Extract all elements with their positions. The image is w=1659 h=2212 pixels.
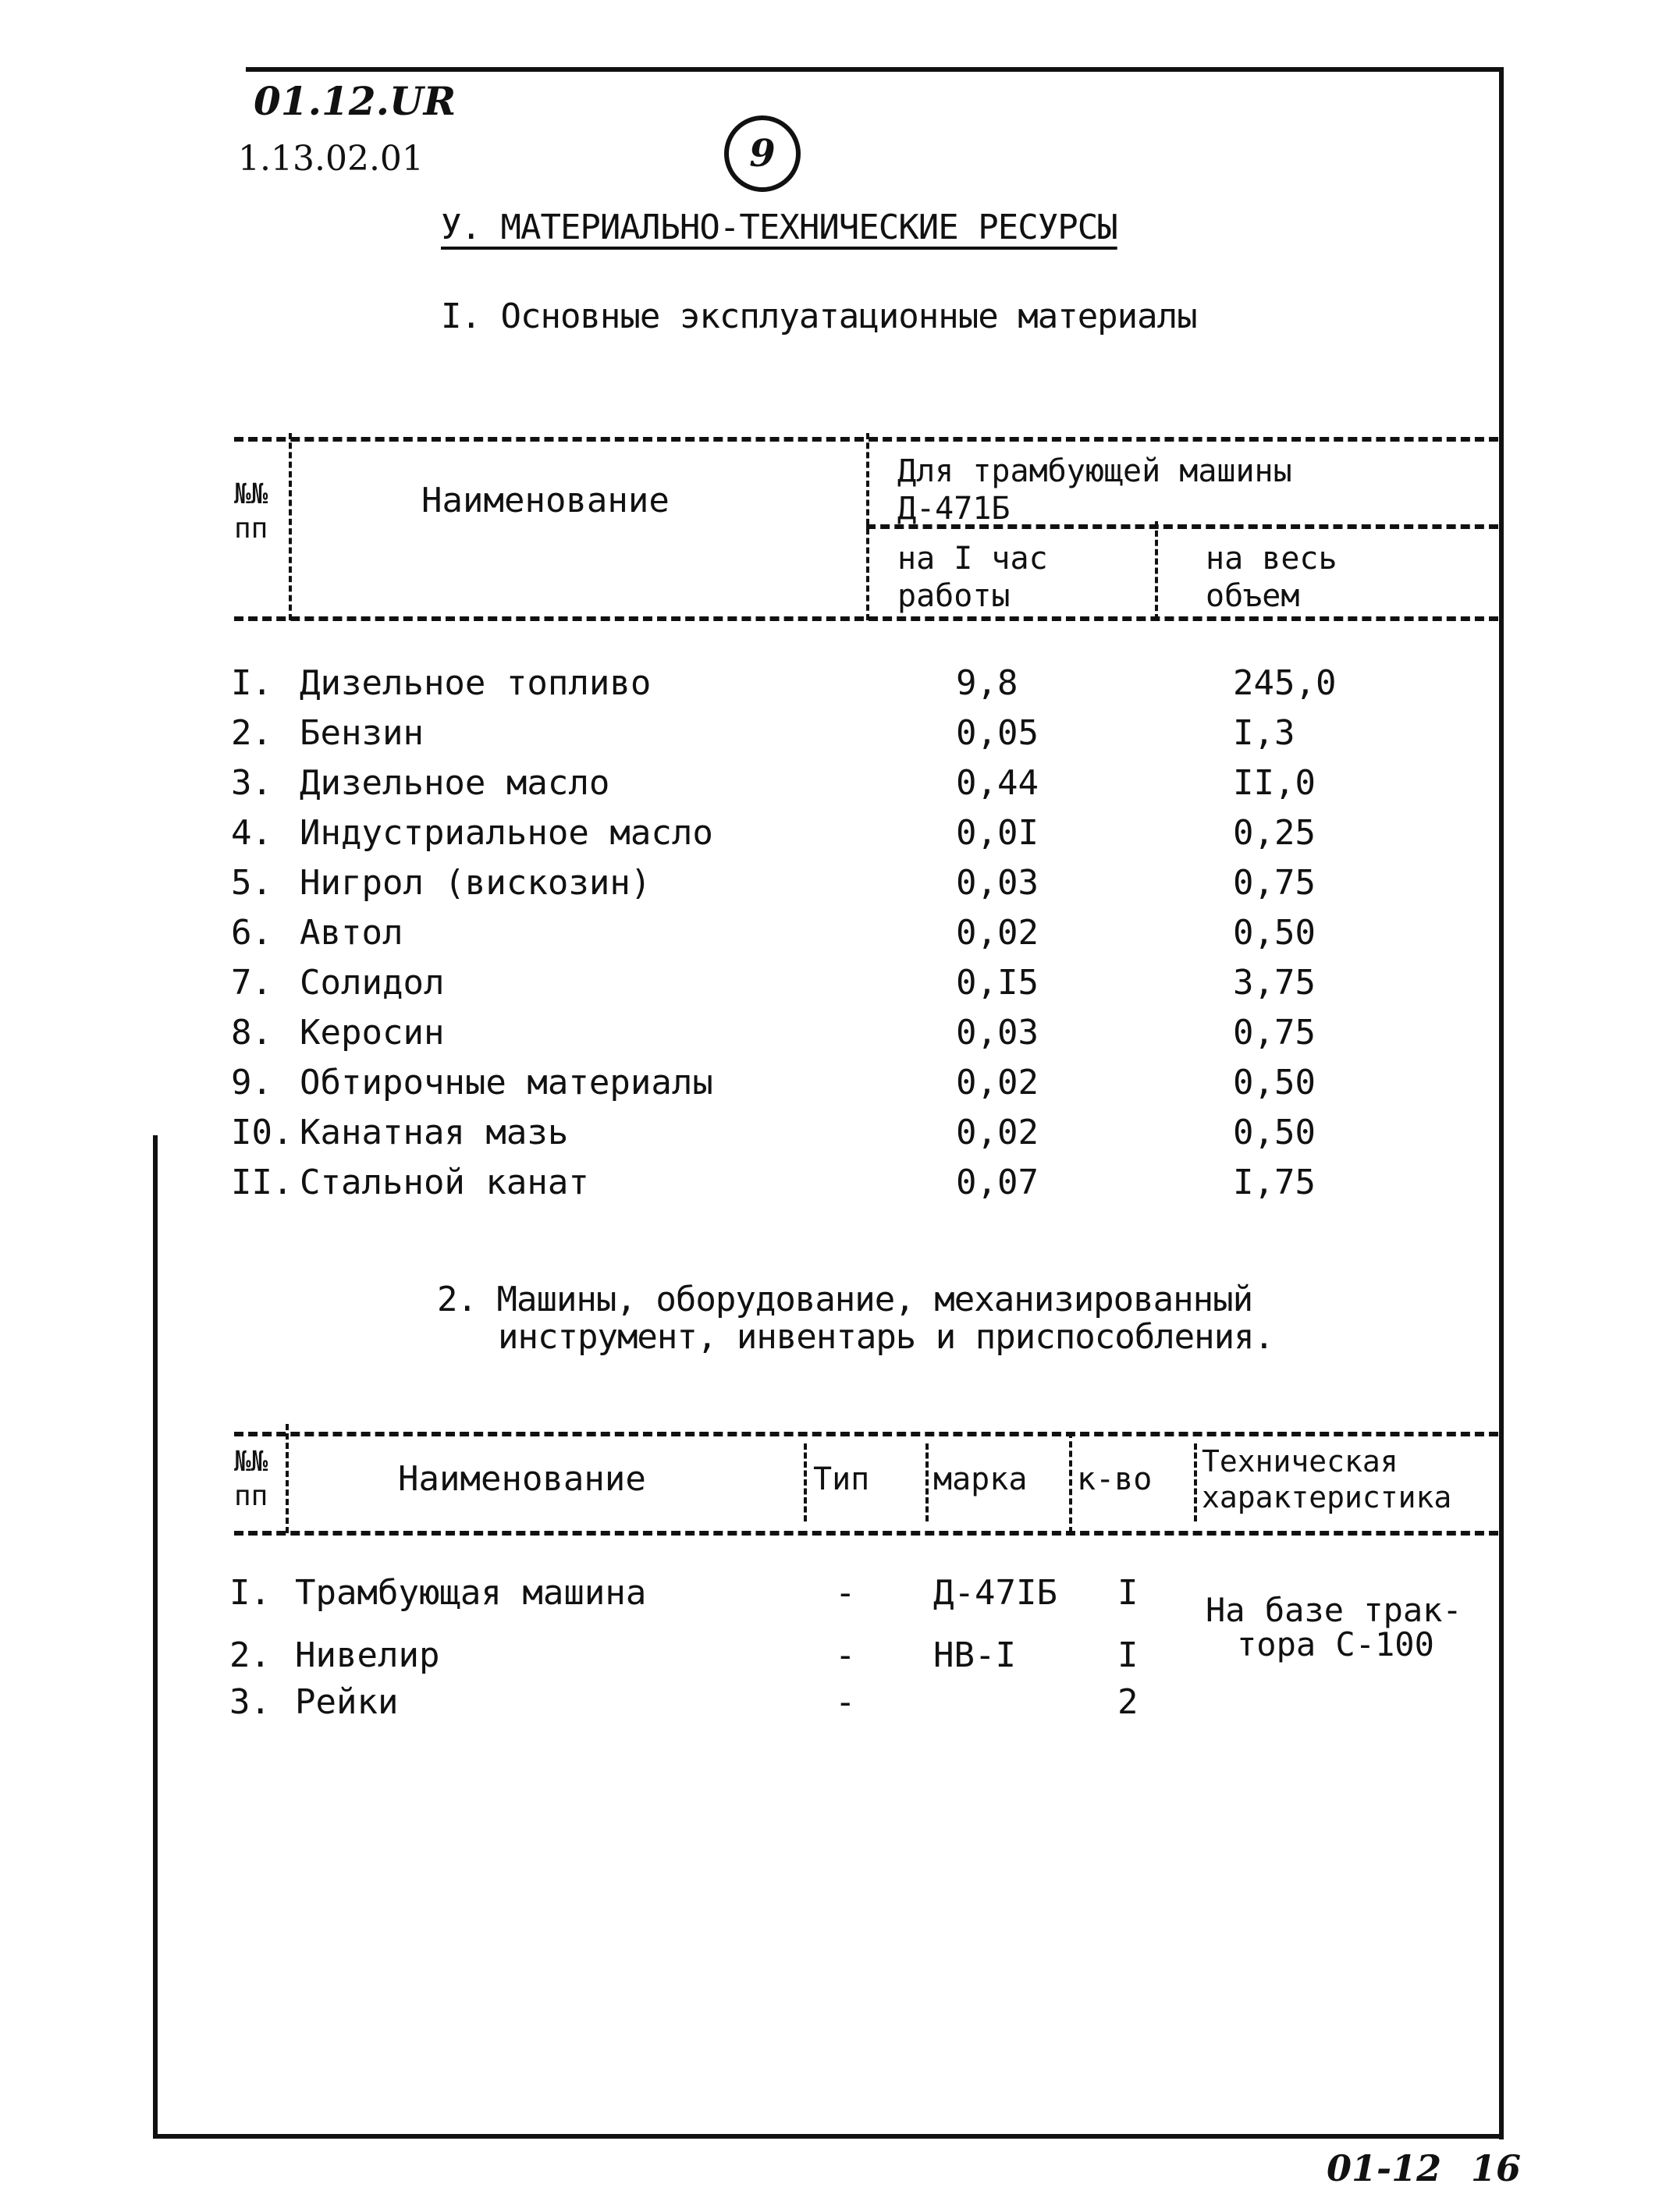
table2-sep-qty	[1194, 1443, 1197, 1521]
table1-cell-name: Керосин	[300, 1013, 445, 1053]
table1-cell-name: Автол	[300, 913, 403, 953]
table2-cell-no: I.	[229, 1573, 271, 1613]
table1-cell-hour: 0,02	[956, 1063, 1039, 1102]
frame-top-line	[246, 67, 1504, 72]
frame-bottom-line	[153, 2134, 1504, 2139]
table2-cell-name: Нивелир	[295, 1635, 440, 1675]
table1-cell-total: 245,0	[1233, 663, 1337, 703]
page-number-circle: 9	[724, 115, 801, 192]
table2-tech-note-line2: тора С-100	[1237, 1625, 1434, 1663]
table2-header-mark: марка	[933, 1461, 1028, 1497]
table1-cell-no: 5.	[231, 863, 272, 903]
table2-title-line2: инструмент, инвентарь и приспособления.	[498, 1317, 1274, 1357]
section-title: У. МАТЕРИАЛЬНО-ТЕХНИЧЕСКИЕ РЕСУРСЫ	[441, 208, 1117, 247]
table2-bottom-rule	[234, 1531, 1498, 1536]
table2-header-tech: Техническая характеристика	[1202, 1444, 1452, 1514]
table1-cell-total: I,3	[1233, 713, 1295, 753]
table1-cell-name: Дизельное топливо	[300, 663, 652, 703]
table1-cell-total: 0,75	[1233, 863, 1316, 903]
table1-cell-name: Дизельное масло	[300, 763, 610, 803]
table1-cell-total: 0,25	[1233, 813, 1316, 853]
table2-cell-mark: НВ-I	[933, 1635, 1016, 1675]
table1-cell-name: Солидол	[300, 963, 445, 1003]
table1-title: I. Основные эксплуатационные материалы	[441, 296, 1197, 336]
table1-cell-name: Нигрол (вискозин)	[300, 863, 652, 903]
table2-cell-type: -	[835, 1682, 856, 1722]
table1-cell-no: I.	[231, 663, 272, 703]
table1-cell-hour: 0,44	[956, 763, 1039, 803]
table1-sep-hour	[1155, 521, 1158, 620]
table1-header-no: №№ пп	[234, 478, 268, 545]
table2-cell-name: Трамбующая машина	[295, 1573, 647, 1613]
table2-sep-mark	[1069, 1432, 1072, 1533]
table2-header-no: №№ пп	[234, 1446, 268, 1512]
table1-header-total: на весь объем	[1206, 541, 1338, 614]
table2-cell-type: -	[835, 1573, 856, 1613]
table1-cell-hour: 0,05	[956, 713, 1039, 753]
table2-header-qty: к-во	[1077, 1461, 1153, 1497]
table1-cell-total: I,75	[1233, 1163, 1316, 1202]
table2-header-type: Тип	[813, 1461, 870, 1497]
table2-sep-no	[286, 1424, 289, 1533]
table2-cell-no: 3.	[229, 1682, 271, 1722]
footer-page-number: 16	[1471, 2147, 1522, 2189]
table1-row	[0, 1060, 1659, 1106]
table1-cell-hour: 9,8	[956, 663, 1018, 703]
table1-cell-hour: 0,03	[956, 863, 1039, 903]
table1-sep-name	[866, 433, 869, 620]
table1-cell-name: Стальной канат	[300, 1163, 589, 1202]
table1-row	[0, 760, 1659, 807]
table1-cell-no: 4.	[231, 813, 272, 853]
table1-cell-hour: 0,07	[956, 1163, 1039, 1202]
table2-cell-qty: 2	[1117, 1682, 1139, 1722]
table1-cell-no: I0.	[231, 1113, 293, 1152]
table1-cell-no: 9.	[231, 1063, 272, 1102]
table2-sep-type	[925, 1443, 929, 1521]
table1-cell-total: 0,75	[1233, 1013, 1316, 1053]
table1-row	[0, 860, 1659, 907]
table1-cell-hour: 0,02	[956, 913, 1039, 953]
table1-row	[0, 1010, 1659, 1056]
table1-header-name: Наименование	[421, 481, 670, 520]
table1-row	[0, 810, 1659, 857]
table1-cell-hour: 0,0I	[956, 813, 1039, 853]
table1-cell-name: Канатная мазь	[300, 1113, 569, 1152]
table1-cell-no: 7.	[231, 963, 272, 1003]
table1-row	[0, 710, 1659, 757]
table1-cell-name: Обтирочные материалы	[300, 1063, 713, 1102]
table2-tech-note-line1: На базе трак-	[1206, 1591, 1462, 1629]
handwritten-date: 01.12.UR	[254, 78, 456, 124]
table1-cell-no: 6.	[231, 913, 272, 953]
table1-cell-no: II.	[231, 1163, 293, 1202]
table1-cell-hour: 0,02	[956, 1113, 1039, 1152]
table1-cell-no: 2.	[231, 713, 272, 753]
table1-cell-name: Индустриальное масло	[300, 813, 713, 853]
table1-cell-hour: 0,03	[956, 1013, 1039, 1053]
table1-row	[0, 960, 1659, 1007]
table1-cell-total: II,0	[1233, 763, 1316, 803]
table2-row	[0, 1679, 1659, 1726]
table2-top-rule	[234, 1432, 1498, 1436]
table1-cell-no: 8.	[231, 1013, 272, 1053]
table1-header-group: Для трамбующей машины Д-471Б	[897, 453, 1292, 527]
table1-cell-hour: 0,I5	[956, 963, 1039, 1003]
table1-cell-total: 0,50	[1233, 1113, 1316, 1152]
table2-header-name: Наименование	[398, 1459, 646, 1499]
table1-cell-total: 0,50	[1233, 1063, 1316, 1102]
table2-cell-type: -	[835, 1635, 856, 1675]
table1-header-hour: на I час работы	[897, 541, 1048, 614]
table1-row	[0, 660, 1659, 707]
table2-cell-no: 2.	[229, 1635, 271, 1675]
table2-cell-mark: Д-47IБ	[933, 1573, 1057, 1613]
table1-cell-no: 3.	[231, 763, 272, 803]
table1-cell-total: 3,75	[1233, 963, 1316, 1003]
table2-cell-qty: I	[1117, 1635, 1139, 1675]
table1-cell-name: Бензин	[300, 713, 424, 753]
table2-sep-name	[804, 1443, 807, 1521]
table1-row	[0, 1159, 1659, 1206]
table2-cell-qty: I	[1117, 1573, 1139, 1613]
table1-sep-no	[289, 433, 292, 620]
table2-cell-name: Рейки	[295, 1682, 399, 1722]
table2-title-line1: 2. Машины, оборудование, механизированный	[437, 1280, 1253, 1319]
document-code: 1.13.02.01	[238, 139, 424, 179]
table1-row	[0, 1110, 1659, 1156]
table1-cell-total: 0,50	[1233, 913, 1316, 953]
footer-code: 01-12	[1327, 2147, 1442, 2189]
table1-row	[0, 910, 1659, 957]
